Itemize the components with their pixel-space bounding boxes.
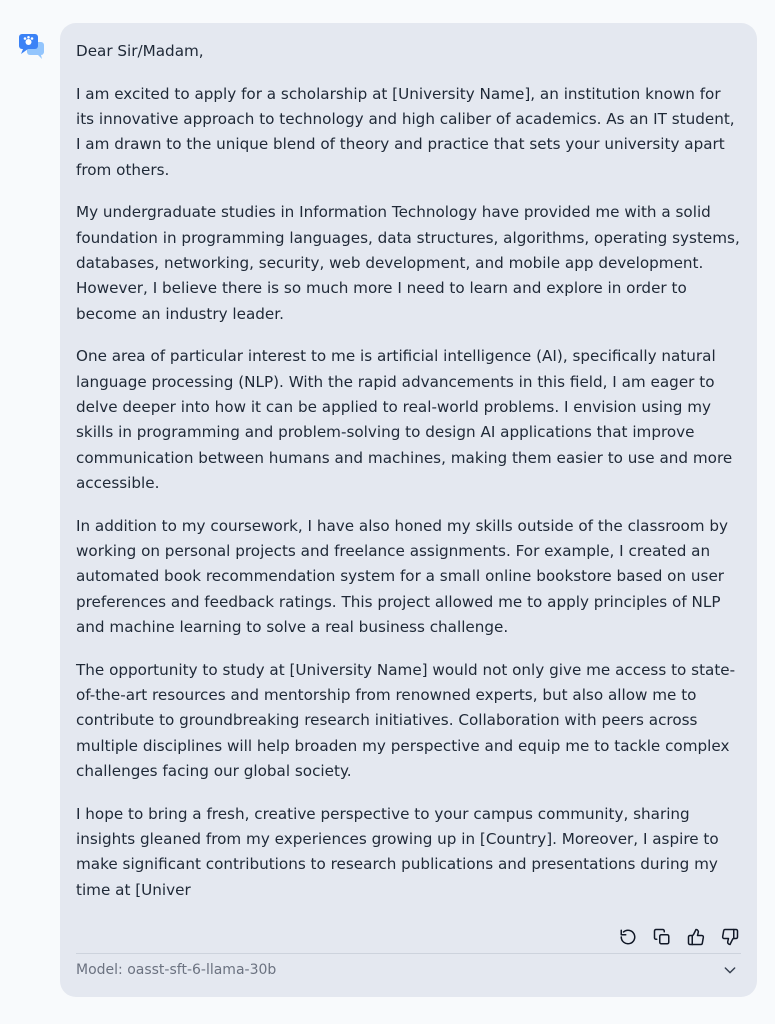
message-paragraph: Dear Sir/Madam, (76, 42, 204, 60)
retry-icon (619, 928, 637, 946)
copy-button[interactable] (651, 926, 673, 948)
model-info-row (76, 958, 741, 982)
footer-divider (76, 953, 741, 954)
copy-icon (653, 928, 671, 946)
message-paragraph: I am excited to apply for a scholarship at [University Name], an institution known for its innovative approach to technology and high caliber of academics. As an IT student, I am drawn to the unique blend of theory and practice that sets your university apart from others. (76, 84, 735, 179)
model-name: oasst-sft-6-llama-30b (127, 962, 277, 978)
model-label (76, 962, 276, 978)
thumbs-down-button[interactable] (719, 926, 741, 948)
message-paragraph: I hope to bring a fresh, creative perspective to your campus community, sharing insights gleaned from my experiences growing up in [Country]. Moreover, I aspire to make significant contributions to research publications and presentations during my time at [Univer (76, 804, 719, 899)
retry-button[interactable] (617, 926, 639, 948)
thumbs-up-icon (687, 928, 705, 946)
message-actions (617, 926, 741, 948)
thumbs-up-button[interactable] (685, 926, 707, 948)
chevron-down-icon (722, 962, 738, 978)
message-paragraph: One area of particular interest to me is artificial intelligence (AI), specifically natural language processing (NLP). With the rapid advancements in this field, I am eager to delve deeper into how it can be applied to real-world problems. I envision using my skills in programming and problem-solving to design AI applications that improve communication between humans and machines, making them easier to use and more accessible. (76, 347, 733, 492)
thumbs-down-icon (721, 928, 739, 946)
chat-bubbles-icon (18, 32, 46, 60)
message-body (76, 39, 742, 920)
model-prefix: Model: (76, 962, 128, 978)
message-paragraph: My undergraduate studies in Information Technology have provided me with a solid foundation in programming languages, data structures, algorithms, operating systems, databases, networking, security, web development, and mobile app development. However, I believe there is so much more I need to learn and explore in order to become an industry leader. (76, 203, 740, 323)
message-paragraph: The opportunity to study at [University Name] would not only give me access to state-of-the-art resources and mentorship from renowned experts, but also allow me to contribute to groundbreaking research initiatives. Collaboration with peers across multiple disciplines will help broaden my perspective and equip me to tackle complex challenges facing our global society. (76, 660, 736, 780)
assistant-message-card (60, 23, 757, 997)
message-paragraph: In addition to my coursework, I have also honed my skills outside of the classroom by working on personal projects and freelance assignments. For example, I created an automated book recommendation system for a small online bookstore based on user preferences and feedback ratings. This project allowed me to apply principles of NLP and machine learning to solve a real business challenge. (76, 516, 729, 636)
expand-details-button[interactable] (719, 959, 741, 981)
